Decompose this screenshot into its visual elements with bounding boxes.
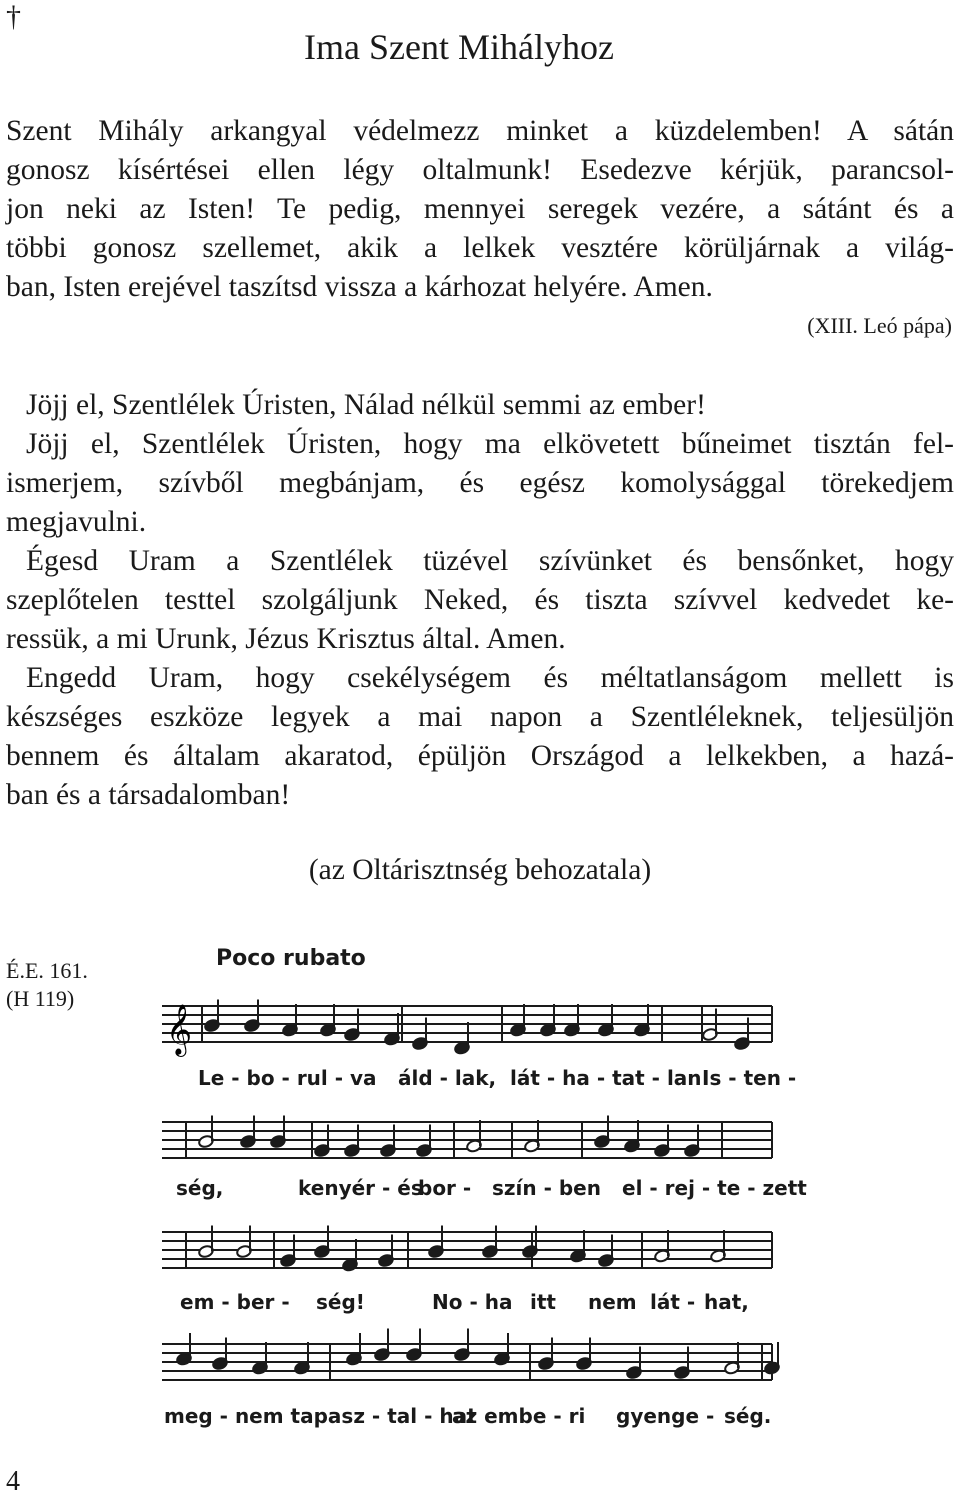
text-line: Égesd Uram a Szentlélek tüzével szívünket és bensőnket, hogy: [26, 545, 954, 577]
tempo-marking: Poco rubato: [216, 946, 366, 971]
text-line: ban és a társadalomban!: [6, 779, 291, 811]
rubric: (az Oltárisztnség behozatala): [308, 854, 652, 886]
text-line: többi gonosz szellemet, akik a lelkek vesztére körüljárnak a világ-: [6, 232, 954, 264]
lyric: itt: [530, 1290, 556, 1314]
text-line: gonosz kísértései ellen légy oltalmunk! Esedezve kérjük, parancsol-: [6, 154, 954, 186]
music-staff: [162, 992, 952, 1056]
text-line: jon neki az Isten! Te pedig, mennyei seregek vezére, a sátánt és a: [6, 193, 954, 225]
text-line: szeplőtelen testtel szolgáljunk Neked, és tiszta szívvel kedvedet ke-: [6, 584, 954, 616]
lyric: No - ha: [432, 1290, 513, 1314]
lyric: az embe - ri: [452, 1404, 586, 1428]
text-line: Szent Mihály arkangyal védelmezz minket a küzdelemben! A sátán: [6, 115, 954, 147]
lyric: ség!: [316, 1290, 365, 1314]
lyric: lát -: [650, 1290, 696, 1314]
music-staff: [162, 1330, 952, 1394]
lyric: meg - nem tapasz - tal - hat: [164, 1404, 477, 1428]
text-line: ismerjem, szívből megbánjam, és egész komolysággal törekedjem: [6, 467, 954, 499]
lyric: ség,: [176, 1176, 224, 1200]
lyric: bor -: [418, 1176, 472, 1200]
text-line: készséges eszköze legyek a mai napon a Szentléleknek, teljesüljön: [6, 701, 954, 733]
music-staff: [162, 1108, 952, 1172]
lyric: Le - bo - rul - va: [198, 1066, 377, 1090]
text-line: megjavulni.: [6, 506, 147, 538]
lyric: em - ber -: [180, 1290, 290, 1314]
lyric: lát - ha - tat - lan: [510, 1066, 702, 1090]
hymn-reference-alt: (H 119): [6, 986, 75, 1011]
text-line: ressük, a mi Urunk, Jézus Krisztus által. Amen.: [6, 623, 566, 655]
lyric: kenyér - és: [298, 1176, 423, 1200]
music-staff: [162, 1218, 952, 1282]
attribution: (XIII. Leó pápa): [807, 313, 952, 338]
lyric: ség.: [724, 1404, 772, 1428]
lyric: gyenge -: [616, 1404, 715, 1428]
page-title: Ima Szent Mihályhoz: [304, 27, 614, 67]
lyric: nem: [588, 1290, 637, 1314]
lyric: szín - ben: [492, 1176, 601, 1200]
text-line: bennem és általam akaratod, épüljön Országod a lelkekben, a hazá-: [6, 740, 954, 772]
lyric: Is - ten -: [702, 1066, 797, 1090]
hymn-reference: É.E. 161.: [6, 958, 88, 983]
page-number: 4: [6, 1466, 20, 1497]
lyric: áld - lak,: [398, 1066, 497, 1090]
text-line: ban, Isten erejével taszítsd vissza a kárhozat helyére. Amen.: [6, 271, 713, 303]
cross-symbol: †: [6, 0, 21, 33]
text-line: Engedd Uram, hogy csekélységem és méltatlanságom mellett is: [26, 662, 954, 694]
text-line: Jöjj el, Szentlélek Úristen, hogy ma elkövetett bűneimet tisztán fel-: [26, 428, 954, 460]
lyric: el - rej - te - zett: [622, 1176, 807, 1200]
text-line: Jöjj el, Szentlélek Úristen, Nálad nélkül semmi az ember!: [26, 389, 706, 421]
lyric: hat,: [704, 1290, 749, 1314]
treble-clef: 𝄞: [166, 1004, 193, 1055]
